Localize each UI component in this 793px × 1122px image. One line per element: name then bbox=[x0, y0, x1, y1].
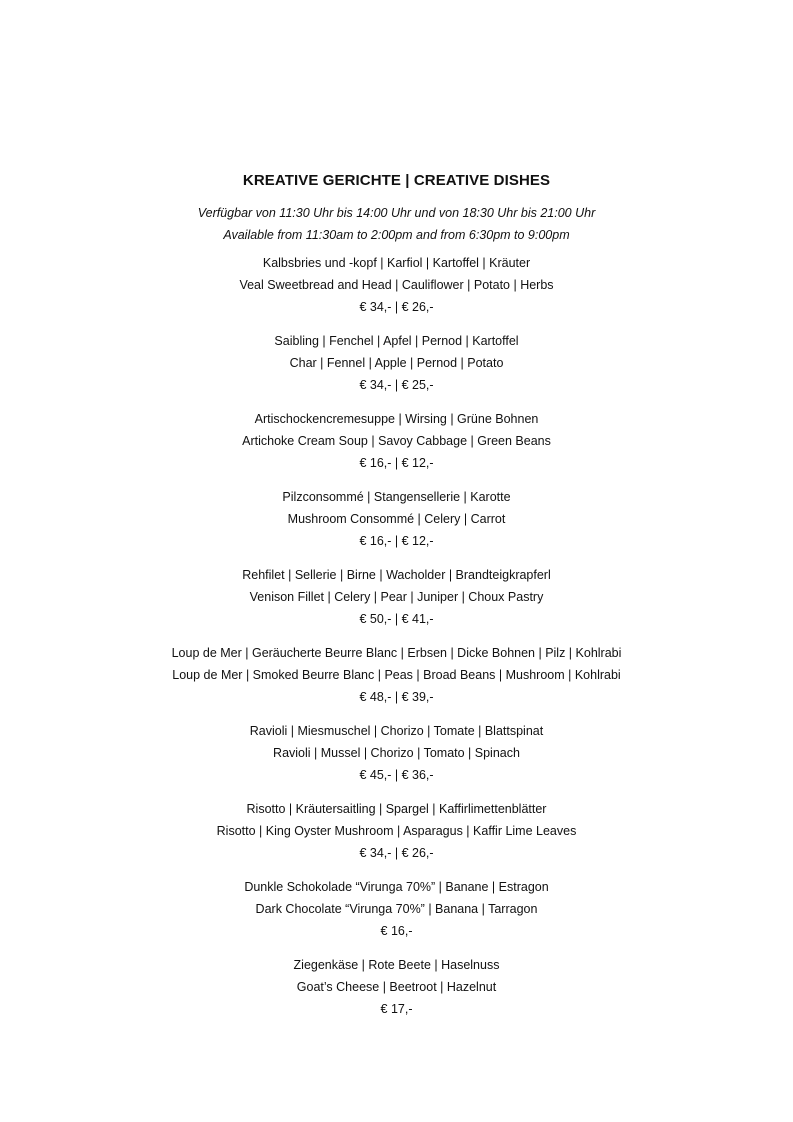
dish-name-english: Venison Fillet | Celery | Pear | Juniper | Choux Pastry bbox=[249, 590, 544, 604]
availability-block bbox=[0, 202, 793, 246]
dish-price: € 45,- | € 36,- bbox=[359, 768, 434, 782]
availability-english: Available from 11:30am to 2:00pm and from 6:30pm to 9:00pm bbox=[223, 228, 570, 242]
dish-veal-sweetbread bbox=[0, 252, 793, 318]
dish-price: € 16,- | € 12,- bbox=[359, 456, 434, 470]
dish-goats-cheese bbox=[0, 954, 793, 1020]
dish-ravioli bbox=[0, 720, 793, 786]
dish-name-german: Risotto | Kräutersaitling | Spargel | Kaffirlimettenblätter bbox=[246, 802, 547, 816]
menu-title: KREATIVE GERICHTE | CREATIVE DISHES bbox=[242, 172, 551, 189]
dish-name-english: Veal Sweetbread and Head | Cauliflower | Potato | Herbs bbox=[239, 278, 554, 292]
dish-name-english: Dark Chocolate “Virunga 70%” | Banana | Tarragon bbox=[255, 902, 538, 916]
dish-risotto bbox=[0, 798, 793, 864]
dish-price: € 17,- bbox=[380, 1002, 413, 1016]
dish-price: € 16,- | € 12,- bbox=[359, 534, 434, 548]
dish-name-german: Loup de Mer | Geräucherte Beurre Blanc | Erbsen | Dicke Bohnen | Pilz | Kohlrabi bbox=[171, 646, 622, 660]
dish-name-english: Risotto | King Oyster Mushroom | Asparagus | Kaffir Lime Leaves bbox=[216, 824, 577, 838]
dish-name-german: Pilzconsommé | Stangensellerie | Karotte bbox=[282, 490, 511, 504]
dish-name-german: Ravioli | Miesmuschel | Chorizo | Tomate | Blattspinat bbox=[249, 724, 544, 738]
dish-price: € 34,- | € 25,- bbox=[359, 378, 434, 392]
dish-venison-fillet bbox=[0, 564, 793, 630]
dish-name-german: Kalbsbries und -kopf | Karfiol | Kartoffel | Kräuter bbox=[262, 256, 531, 270]
dish-name-german: Dunkle Schokolade “Virunga 70%” | Banane | Estragon bbox=[244, 880, 549, 894]
dish-name-german: Artischockencremesuppe | Wirsing | Grüne Bohnen bbox=[254, 412, 539, 426]
availability-german: Verfügbar von 11:30 Uhr bis 14:00 Uhr und von 18:30 Uhr bis 21:00 Uhr bbox=[197, 206, 596, 220]
menu-page bbox=[0, 170, 793, 1032]
dish-price: € 34,- | € 26,- bbox=[359, 846, 434, 860]
dish-char bbox=[0, 330, 793, 396]
dish-mushroom-consomme bbox=[0, 486, 793, 552]
dish-price: € 48,- | € 39,- bbox=[359, 690, 434, 704]
dish-name-english: Loup de Mer | Smoked Beurre Blanc | Peas | Broad Beans | Mushroom | Kohlrabi bbox=[172, 668, 621, 682]
dish-artichoke-soup bbox=[0, 408, 793, 474]
dish-price: € 34,- | € 26,- bbox=[359, 300, 434, 314]
dish-price: € 16,- bbox=[380, 924, 413, 938]
dish-price: € 50,- | € 41,- bbox=[359, 612, 434, 626]
dish-loup-de-mer bbox=[0, 642, 793, 708]
dish-name-german: Ziegenkäse | Rote Beete | Haselnuss bbox=[293, 958, 500, 972]
dish-name-english: Goat’s Cheese | Beetroot | Hazelnut bbox=[296, 980, 497, 994]
dish-name-english: Mushroom Consommé | Celery | Carrot bbox=[287, 512, 506, 526]
dish-dark-chocolate bbox=[0, 876, 793, 942]
dish-name-english: Ravioli | Mussel | Chorizo | Tomato | Spinach bbox=[273, 746, 520, 760]
dish-name-english: Artichoke Cream Soup | Savoy Cabbage | Green Beans bbox=[242, 434, 551, 448]
dish-name-german: Rehfilet | Sellerie | Birne | Wacholder | Brandteigkrapferl bbox=[242, 568, 551, 582]
dish-name-german: Saibling | Fenchel | Apfel | Pernod | Kartoffel bbox=[274, 334, 519, 348]
dish-name-english: Char | Fennel | Apple | Pernod | Potato bbox=[289, 356, 504, 370]
